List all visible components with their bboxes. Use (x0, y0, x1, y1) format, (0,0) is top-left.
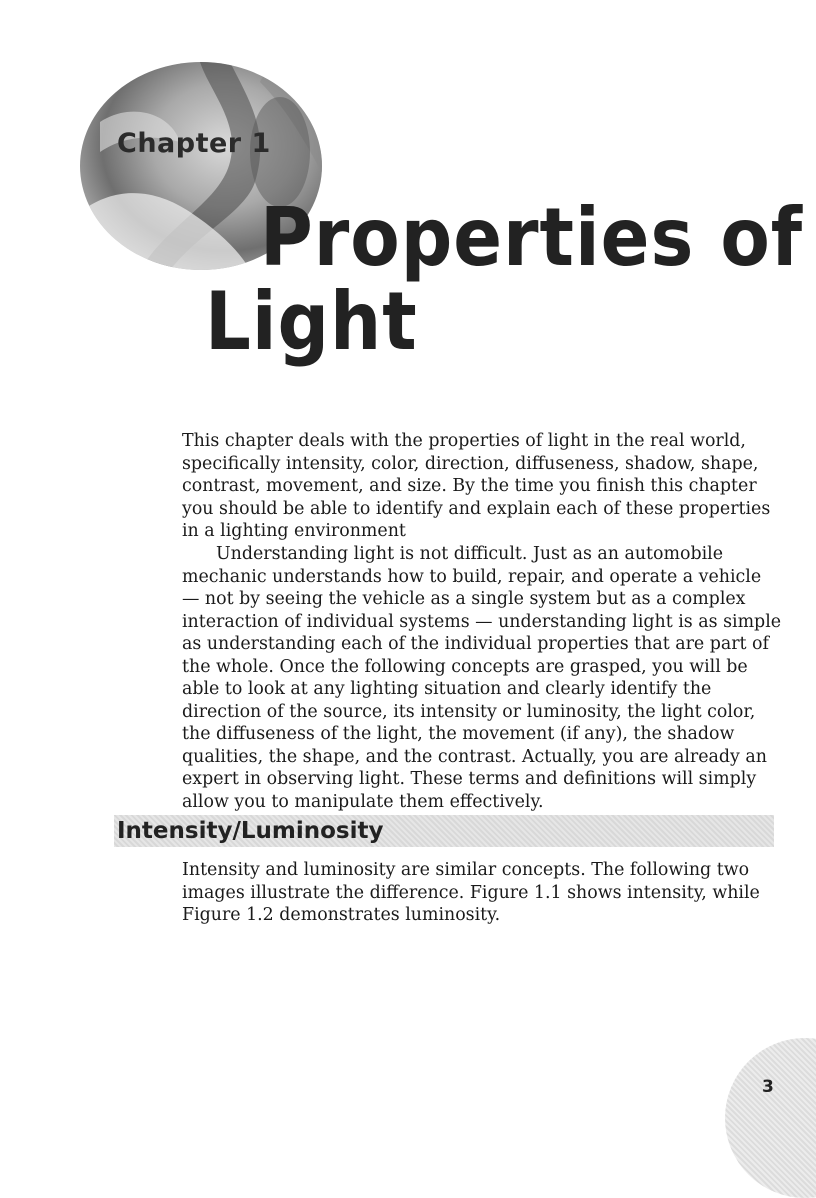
chapter-title-line-2: Light (205, 275, 418, 368)
chapter-title-line-1: Properties of (260, 191, 804, 284)
page-number-tab (725, 1038, 816, 1198)
section-heading: Intensity/Luminosity (117, 818, 384, 844)
section-paragraph: Intensity and luminosity are similar concepts. The following two images illustrate the difference. Figure 1.1 shows intensity, while Figure 1.2 demonstrates luminosity. (182, 860, 760, 925)
intro-paragraph-2: Understanding light is not difficult. Just as an automobile mechanic understands how to build, repair, and operate a vehicle — not by seeing the vehicle as a single system but as a complex interaction of individual systems — understanding light is as simple as understanding each of the individual properties that are part of the whole. Once the following concepts are grasped, you will be able to look at any lighting situation and clearly identify the direction of the source, its intensity or luminosity, the light color, the diffuseness of the light, the movement (if any), the shadow qualities, the shape, and the contrast. Actually, you are already an expert in observing light. These terms and definitions will simply allow you to manipulate them effectively. (182, 544, 782, 812)
intro-paragraph-1: This chapter deals with the properties of light in the real world, specifically intensity, color, direction, diffuseness, shadow, shape, contrast, movement, and size. By the time you finish this chapter you should be able to identify and explain each of these properties in a lighting environment (182, 431, 771, 541)
chapter-title (205, 191, 804, 368)
chapter-label: Chapter 1 (117, 128, 271, 159)
page-number: 3 (762, 1077, 774, 1097)
